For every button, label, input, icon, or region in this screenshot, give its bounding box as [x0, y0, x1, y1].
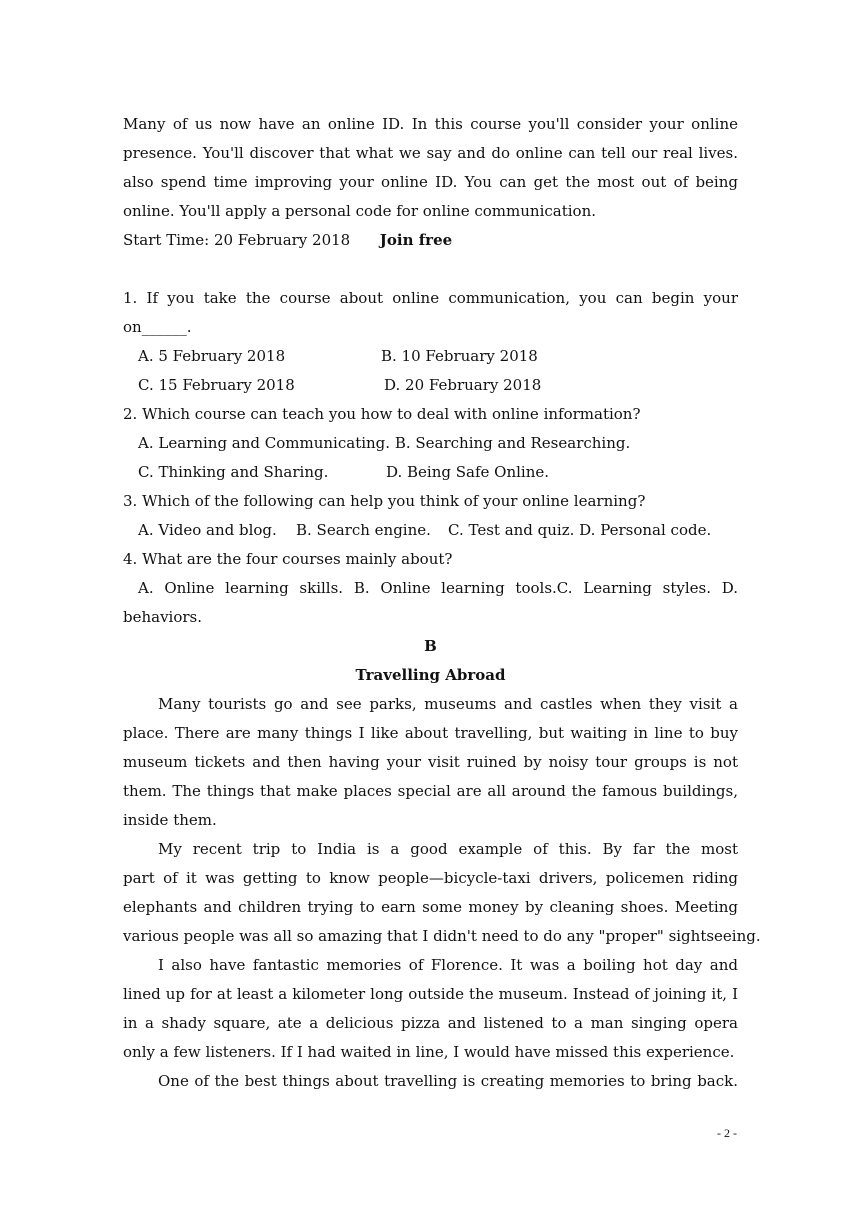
section-letter: B	[424, 637, 437, 655]
course-start-row	[123, 226, 738, 255]
option-a: A. 5 February 2018	[138, 347, 286, 365]
text-line: place. There are many things I like about travelling, but waiting in line to buy	[123, 724, 738, 742]
text-line: online. You'll apply a personal code for online communication.	[123, 202, 596, 220]
page-content	[123, 110, 761, 1096]
text-line: Many tourists go and see parks, museums and castles when they visit a	[158, 695, 738, 713]
text-line: in a shady square, ate a delicious pizza and listened to a man singing opera	[123, 1014, 738, 1032]
question-1	[123, 284, 738, 400]
option-a: A. Video and blog.	[138, 521, 277, 539]
option-d: D. 20 February 2018	[384, 376, 542, 394]
text-line: museum tickets and then having your visit ruined by noisy tour groups is not	[123, 753, 738, 771]
options-row	[123, 371, 738, 400]
text-line: elephants and children trying to earn some money by cleaning shoes. Meeting	[123, 898, 738, 916]
option-cd: C. Test and quiz. D. Personal code.	[448, 521, 712, 539]
question-stem: on______.	[123, 318, 192, 336]
question-stem: 3. Which of the following can help you think of your online learning?	[123, 492, 646, 510]
options-row	[123, 458, 738, 487]
question-3	[123, 487, 738, 545]
text-line: One of the best things about travelling is creating memories to bring back.	[158, 1072, 738, 1090]
join-free-label: Join free	[379, 231, 453, 249]
options-row: behaviors.	[123, 608, 203, 626]
options-row: A. Online learning skills. B. Online learning tools.C. Learning styles. D.	[138, 579, 738, 597]
start-time: Start Time: 20 February 2018	[123, 231, 351, 249]
text-line: I also have fantastic memories of Florence. It was a boiling hot day and	[158, 956, 738, 974]
options-row	[123, 516, 738, 545]
question-stem: 4. What are the four courses mainly about?	[123, 550, 453, 568]
options-row: A. Learning and Communicating. B. Searching and Researching.	[138, 434, 631, 452]
text-line: Many of us now have an online ID. In this course you'll consider your online	[123, 115, 738, 133]
option-c: C. 15 February 2018	[138, 376, 295, 394]
text-line: part of it was getting to know people—bicycle-taxi drivers, policemen riding	[123, 869, 738, 887]
passage-paragraph	[123, 951, 738, 1067]
question-stem: 1. If you take the course about online communication, you can begin your	[123, 289, 738, 307]
text-line: also spend time improving your online ID. You can get the most out of being	[123, 173, 738, 191]
passage-title: Travelling Abroad	[355, 666, 506, 684]
question-stem: 2. Which course can teach you how to deal with online information?	[123, 405, 641, 423]
course-description	[123, 110, 738, 255]
options-row	[123, 342, 738, 371]
option-c: C. Thinking and Sharing.	[138, 463, 329, 481]
text-line: My recent trip to India is a good example of this. By far the most	[158, 840, 738, 858]
text-line: inside them.	[123, 811, 217, 829]
option-b: B. Search engine.	[296, 521, 431, 539]
text-line: various people was all so amazing that I didn't need to do any "proper" sightseeing.	[123, 927, 761, 945]
text-line: them. The things that make places special are all around the famous buildings,	[123, 782, 738, 800]
passage-paragraph	[123, 1067, 738, 1096]
text-line: presence. You'll discover that what we say and do online can tell our real lives.	[123, 144, 738, 162]
page-number: - 2 -	[717, 1126, 737, 1140]
option-b: B. 10 February 2018	[381, 347, 538, 365]
question-2	[123, 400, 738, 487]
passage-paragraph	[123, 835, 761, 951]
text-line: only a few listeners. If I had waited in line, I would have missed this experience.	[123, 1043, 735, 1061]
option-d: D. Being Safe Online.	[386, 463, 550, 481]
text-line: lined up for at least a kilometer long outside the museum. Instead of joining it, I	[123, 985, 738, 1003]
passage-paragraph	[123, 690, 738, 835]
question-4	[123, 545, 738, 632]
